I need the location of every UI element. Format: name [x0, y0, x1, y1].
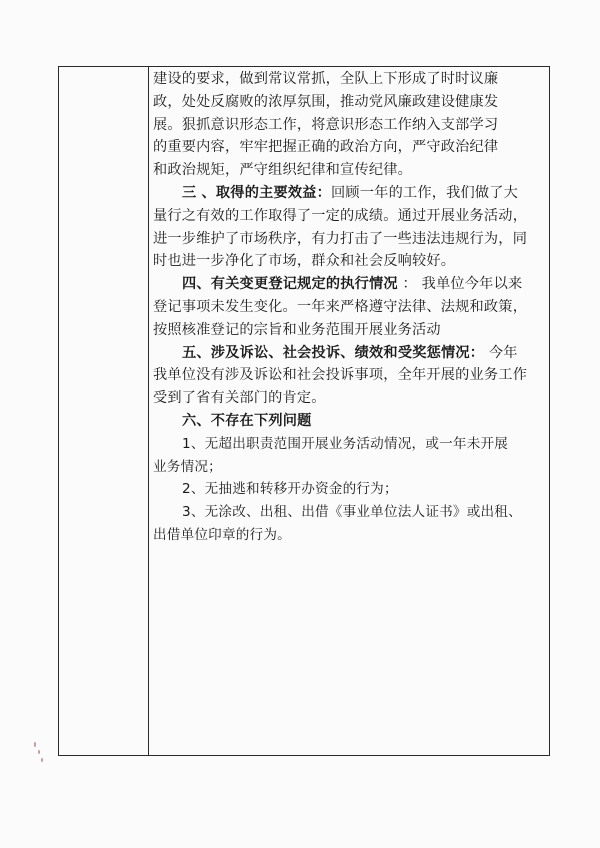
- section-heading: 四、有关变更登记规定的执行情况: [182, 276, 398, 293]
- section-heading: 三 、取得的主要效益：: [182, 184, 332, 201]
- section-text: 今年: [484, 344, 518, 361]
- text-line: 我单位没有涉及诉讼和社会投诉事项，全年开展的业务工作: [153, 367, 528, 384]
- list-item: 1、无超出职责范围开展业务活动情况，或一年未开展: [182, 435, 509, 452]
- margin-mark: [41, 758, 43, 762]
- paragraph-discipline: [153, 68, 545, 182]
- list-item: 2、无抽逃和转移开办资金的行为；: [182, 481, 398, 498]
- section-no-issues: [153, 410, 545, 547]
- section-text: 回顾一年的工作，我们做了大: [331, 184, 519, 201]
- margin-stamp-marks: [32, 740, 46, 770]
- text-line: 受到了省有关部门的肯定。: [153, 390, 326, 407]
- text-line: [153, 182, 545, 205]
- list-item: 3、无涂改、出租、出借《事业单位法人证书》或出租、: [182, 504, 522, 521]
- section-registration-changes: [153, 273, 545, 341]
- text-line: 和政治规矩，严守组织纪律和宣传纪律。: [153, 162, 412, 179]
- text-line: [153, 342, 545, 365]
- text-line: 的重要内容，牢牢把握正确的政治方向，严守政治纪律: [153, 139, 499, 156]
- list-item-continuation: 业务情况；: [153, 458, 222, 475]
- section-heading: 六、不存在下列问题: [182, 412, 312, 429]
- text-line: [153, 273, 545, 296]
- text-line: 建设的要求，做到常议常抓，全队上下形成了时时议廉: [153, 71, 499, 87]
- margin-mark: [34, 742, 36, 747]
- section-heading: 五、涉及诉讼、社会投诉、绩效和受奖惩情况：: [182, 344, 485, 361]
- report-content: [153, 68, 545, 547]
- form-table-column-divider: [148, 66, 149, 756]
- text-line: 时也进一步净化了市场，群众和社会反响较好。: [153, 253, 456, 270]
- text-line: 按照核准登记的宗旨和业务范围开展业务活动: [153, 321, 441, 338]
- section-litigation: [153, 342, 545, 410]
- section-main-benefits: [153, 182, 545, 273]
- text-line: 登记事项未发生变化。一年来严格遵守法律、法规和政策，: [153, 298, 528, 315]
- section-text: ： 我单位今年以来: [397, 276, 523, 293]
- margin-mark: [38, 750, 40, 754]
- text-line: 进一步维护了市场秩序，有力打击了一些违法违规行为，同: [153, 230, 528, 247]
- text-line: 展。狠抓意识形态工作，将意识形态工作纳入支部学习: [153, 116, 499, 133]
- text-line: 政，处处反腐败的浓厚氛围，推动党风廉政建设健康发: [153, 93, 499, 110]
- list-item-continuation: 出借单位印章的行为。: [153, 526, 291, 543]
- text-line: 量行之有效的工作取得了一定的成绩。通过开展业务活动，: [153, 207, 528, 224]
